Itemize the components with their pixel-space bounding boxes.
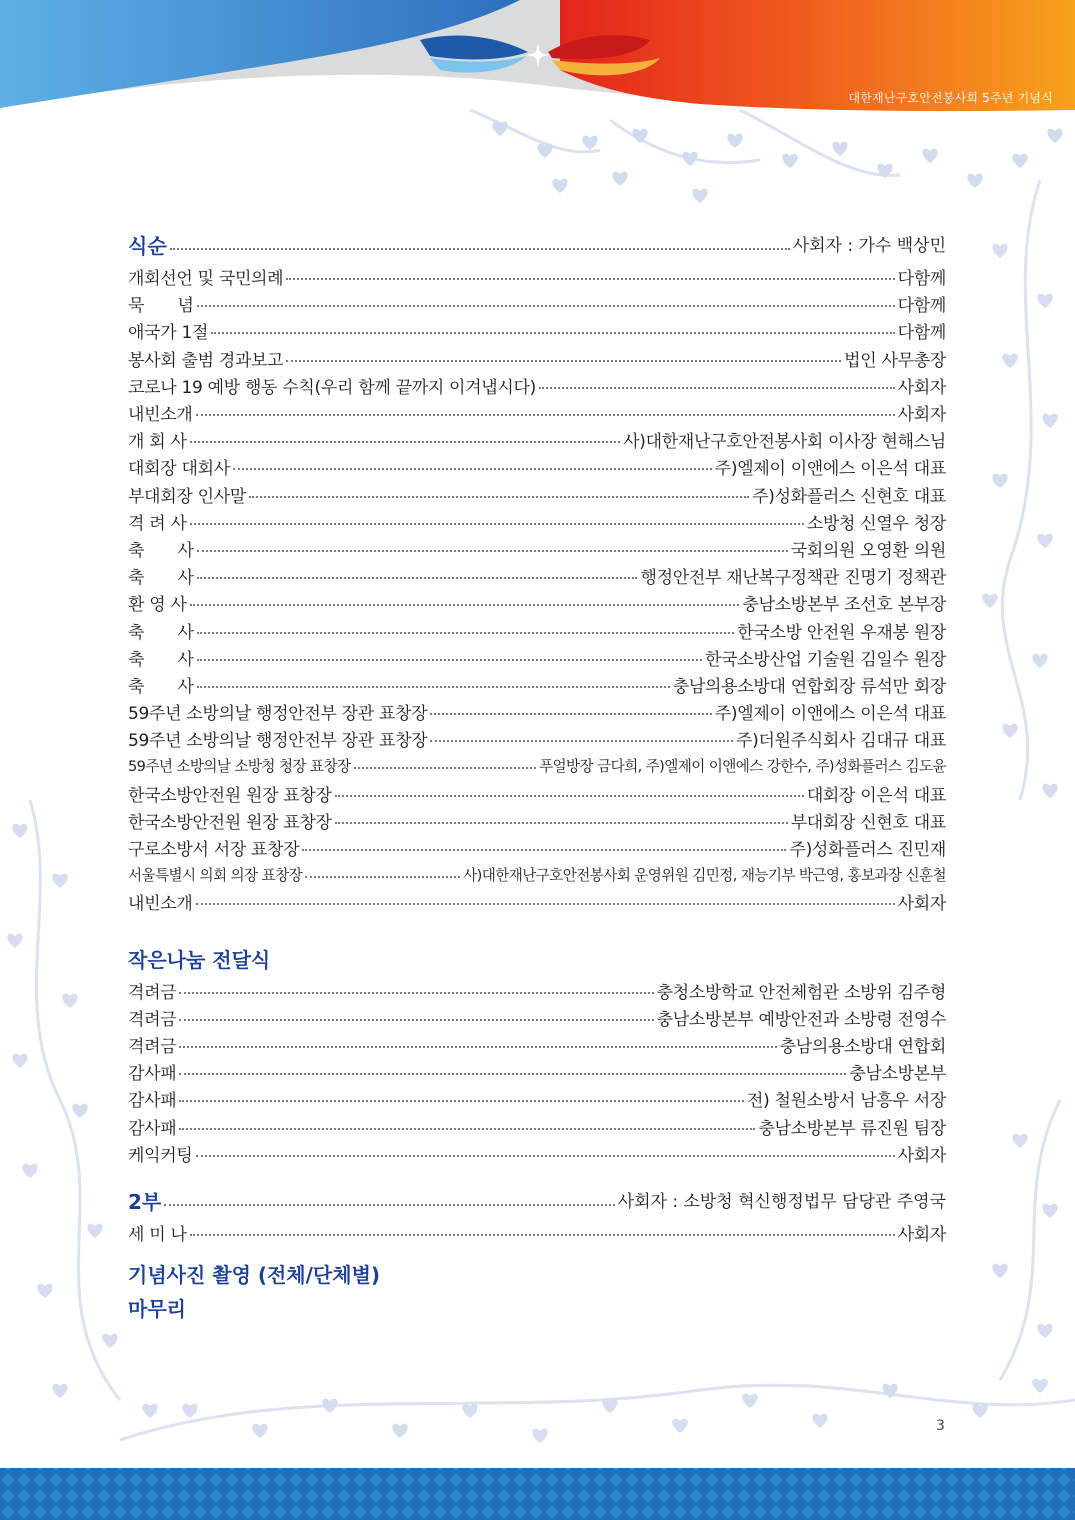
dot-leader bbox=[179, 1073, 846, 1075]
row-value: 사)대한재난구호안전봉사회 이사장 현해스님 bbox=[623, 432, 946, 453]
row-value: 사회자 bbox=[897, 377, 946, 398]
row-value: 주)엘제이 이앤에스 이은석 대표 bbox=[714, 704, 946, 725]
row-value: 사회자 bbox=[897, 894, 946, 915]
program-row bbox=[128, 453, 946, 480]
row-label: 케익커팅 bbox=[128, 1145, 193, 1166]
row-label: 개회선언 및 국민의례 bbox=[128, 269, 284, 290]
dot-leader bbox=[249, 496, 749, 498]
sharing-section-title: 작은나눔 전달식 bbox=[128, 947, 271, 972]
page-number: 3 bbox=[936, 1418, 945, 1434]
part2-title: 2부 bbox=[128, 1189, 162, 1214]
sharing-row bbox=[128, 977, 946, 1004]
row-value: 푸얼방장 금다희, 주)엘제이 이앤에스 강한수, 주)성화플러스 김도윤 bbox=[539, 758, 946, 776]
program-row bbox=[128, 698, 946, 725]
row-value: 전) 철원소방서 남흥우 서장 bbox=[747, 1091, 946, 1112]
part2-list bbox=[128, 1219, 946, 1246]
dot-leader bbox=[430, 740, 733, 742]
row-label: 한국소방안전원 원장 표창장 bbox=[128, 812, 332, 833]
row-label: 내빈소개 bbox=[128, 405, 193, 426]
dot-leader bbox=[430, 713, 711, 715]
dot-leader bbox=[305, 876, 460, 878]
dot-leader bbox=[179, 1128, 755, 1130]
row-value: 충남소방본부 예방안전과 소방령 전영수 bbox=[656, 1009, 946, 1030]
row-label: 묵 념 bbox=[128, 296, 194, 317]
dot-leader bbox=[286, 360, 841, 362]
program-section-title bbox=[128, 229, 946, 263]
program-row bbox=[128, 861, 946, 888]
row-label: 격 려 사 bbox=[128, 513, 187, 534]
dot-leader bbox=[233, 468, 712, 470]
row-label: 대회장 대회사 bbox=[128, 459, 230, 480]
dot-leader bbox=[164, 1204, 614, 1206]
row-label: 서울특별시 의회 의장 표창장 bbox=[128, 867, 303, 885]
program-row bbox=[128, 345, 946, 372]
row-label: 축 사 bbox=[128, 540, 194, 561]
row-value: 소방청 신열우 청장 bbox=[806, 513, 946, 534]
row-value: 주)엘제이 이앤에스 이은석 대표 bbox=[714, 459, 946, 480]
row-value: 충청소방학교 안전체험관 소방위 김주형 bbox=[656, 982, 946, 1003]
program-row bbox=[128, 263, 946, 290]
program-row bbox=[128, 589, 946, 616]
row-value: 다함께 bbox=[897, 296, 946, 317]
dot-leader bbox=[179, 1100, 744, 1102]
row-label: 감사패 bbox=[128, 1091, 177, 1112]
dot-leader bbox=[197, 686, 670, 688]
dot-leader bbox=[335, 795, 804, 797]
dot-leader bbox=[335, 822, 788, 824]
program-content bbox=[128, 229, 946, 1326]
row-value: 충남소방본부 류진원 팀장 bbox=[758, 1118, 946, 1139]
dot-leader bbox=[286, 278, 894, 280]
program-row bbox=[128, 562, 946, 589]
program-row bbox=[128, 752, 946, 779]
program-row bbox=[128, 535, 946, 562]
sharing-row bbox=[128, 1031, 946, 1058]
row-label: 59주년 소방의날 소방청 청장 표창장 bbox=[128, 758, 351, 776]
dot-leader bbox=[539, 387, 895, 389]
program-row bbox=[128, 725, 946, 752]
row-value: 충남의용소방대 연합회 bbox=[779, 1036, 946, 1057]
row-label: 격려금 bbox=[128, 1036, 177, 1057]
row-label: 격려금 bbox=[128, 982, 177, 1003]
row-value: 충남의용소방대 연합회장 류석만 회장 bbox=[672, 676, 946, 697]
row-label: 축 사 bbox=[128, 676, 194, 697]
dot-leader bbox=[211, 332, 895, 334]
row-value: 사회자 bbox=[897, 1145, 946, 1166]
row-label: 세 미 나 bbox=[128, 1224, 187, 1245]
row-value: 행정안전부 재난복구정책관 진명기 정책관 bbox=[640, 568, 946, 589]
dot-leader bbox=[190, 1234, 895, 1236]
row-value: 대회장 이은석 대표 bbox=[806, 785, 946, 806]
dot-leader bbox=[190, 441, 621, 443]
program-row bbox=[128, 317, 946, 344]
program-row bbox=[128, 780, 946, 807]
row-value: 한국소방산업 기술원 김일수 원장 bbox=[704, 649, 946, 670]
row-label: 한국소방안전원 원장 표창장 bbox=[128, 785, 332, 806]
row-label: 59주년 소방의날 행정안전부 장관 표창장 bbox=[128, 731, 428, 752]
program-row bbox=[128, 481, 946, 508]
part2-host: 사회자 : 소방청 혁신행정법무 담당관 주영국 bbox=[617, 1191, 946, 1212]
row-value: 법인 사무총장 bbox=[844, 350, 946, 371]
program-title: 식순 bbox=[128, 234, 167, 258]
row-value: 국회의원 오영환 의원 bbox=[790, 540, 946, 561]
row-label: 격려금 bbox=[128, 1009, 177, 1030]
dot-leader bbox=[190, 523, 804, 525]
program-list bbox=[128, 263, 946, 916]
sharing-row bbox=[128, 1058, 946, 1085]
dot-leader bbox=[170, 248, 790, 250]
closing-title: 마무리 bbox=[128, 1297, 186, 1321]
dot-leader bbox=[179, 1046, 776, 1048]
sharing-list bbox=[128, 977, 946, 1167]
row-label: 애국가 1절 bbox=[128, 323, 209, 344]
row-value: 사회자 bbox=[897, 405, 946, 426]
row-value: 다함께 bbox=[897, 323, 946, 344]
dot-leader bbox=[190, 604, 740, 606]
program-row bbox=[128, 888, 946, 915]
dot-leader bbox=[302, 849, 786, 851]
program-row bbox=[128, 671, 946, 698]
row-label: 내빈소개 bbox=[128, 894, 193, 915]
dot-leader bbox=[197, 550, 788, 552]
row-label: 개 회 사 bbox=[128, 432, 187, 453]
program-row bbox=[128, 399, 946, 426]
dot-leader bbox=[196, 414, 895, 416]
dot-leader bbox=[354, 767, 537, 769]
program-row bbox=[128, 372, 946, 399]
program-row bbox=[128, 508, 946, 535]
dot-leader bbox=[179, 1019, 653, 1021]
program-row bbox=[128, 834, 946, 861]
row-label: 축 사 bbox=[128, 622, 194, 643]
program-row bbox=[128, 426, 946, 453]
row-value: 주)성화플러스 진민재 bbox=[789, 840, 946, 861]
row-value: 부대회장 신현호 대표 bbox=[790, 812, 946, 833]
dot-leader bbox=[197, 632, 735, 634]
program-row bbox=[128, 807, 946, 834]
row-label: 감사패 bbox=[128, 1064, 177, 1085]
sharing-row bbox=[128, 1004, 946, 1031]
row-value: 사회자 bbox=[897, 1224, 946, 1245]
sharing-row bbox=[128, 1085, 946, 1112]
program-row bbox=[128, 290, 946, 317]
row-label: 59주년 소방의날 행정안전부 장관 표창장 bbox=[128, 704, 428, 725]
photo-session-title: 기념사진 촬영 (전체/단체별) bbox=[128, 1263, 381, 1287]
row-label: 봉사회 출범 경과보고 bbox=[128, 350, 284, 371]
sharing-row bbox=[128, 1112, 946, 1139]
part2-row bbox=[128, 1219, 946, 1246]
row-label: 구로소방서 서장 표창장 bbox=[128, 840, 300, 861]
row-label: 축 사 bbox=[128, 649, 194, 670]
program-host: 사회자 : 가수 백상민 bbox=[792, 236, 946, 256]
row-label: 감사패 bbox=[128, 1118, 177, 1139]
dot-leader bbox=[196, 1155, 895, 1157]
header-caption: 대한재난구호안전봉사회 5주년 기념식 bbox=[848, 91, 1053, 105]
row-label: 부대회장 인사말 bbox=[128, 486, 246, 507]
program-row bbox=[128, 616, 946, 643]
row-value: 충남소방본부 bbox=[849, 1064, 946, 1085]
row-label: 축 사 bbox=[128, 568, 194, 589]
dot-leader bbox=[197, 577, 638, 579]
row-value: 사)대한재난구호안전봉사회 운영위원 김민정, 재능기부 박근영, 홍보과장 신훈철 bbox=[463, 867, 946, 885]
dot-leader bbox=[197, 305, 895, 307]
row-value: 주)성화플러스 신현호 대표 bbox=[752, 486, 946, 507]
row-value: 충남소방본부 조선호 본부장 bbox=[742, 595, 946, 616]
sharing-row bbox=[128, 1140, 946, 1167]
dot-leader bbox=[179, 992, 653, 994]
part2-section-title bbox=[128, 1185, 946, 1219]
dot-leader bbox=[196, 903, 895, 905]
dot-leader bbox=[197, 659, 702, 661]
row-label: 코로나 19 예방 행동 수칙(우리 함께 끝까지 이겨냅시다) bbox=[128, 377, 536, 398]
row-value: 한국소방 안전원 우재봉 원장 bbox=[737, 622, 946, 643]
row-label: 환 영 사 bbox=[128, 595, 187, 616]
row-value: 다함께 bbox=[897, 269, 946, 290]
row-value: 주)더원주식회사 김대규 대표 bbox=[735, 731, 946, 752]
program-row bbox=[128, 644, 946, 671]
